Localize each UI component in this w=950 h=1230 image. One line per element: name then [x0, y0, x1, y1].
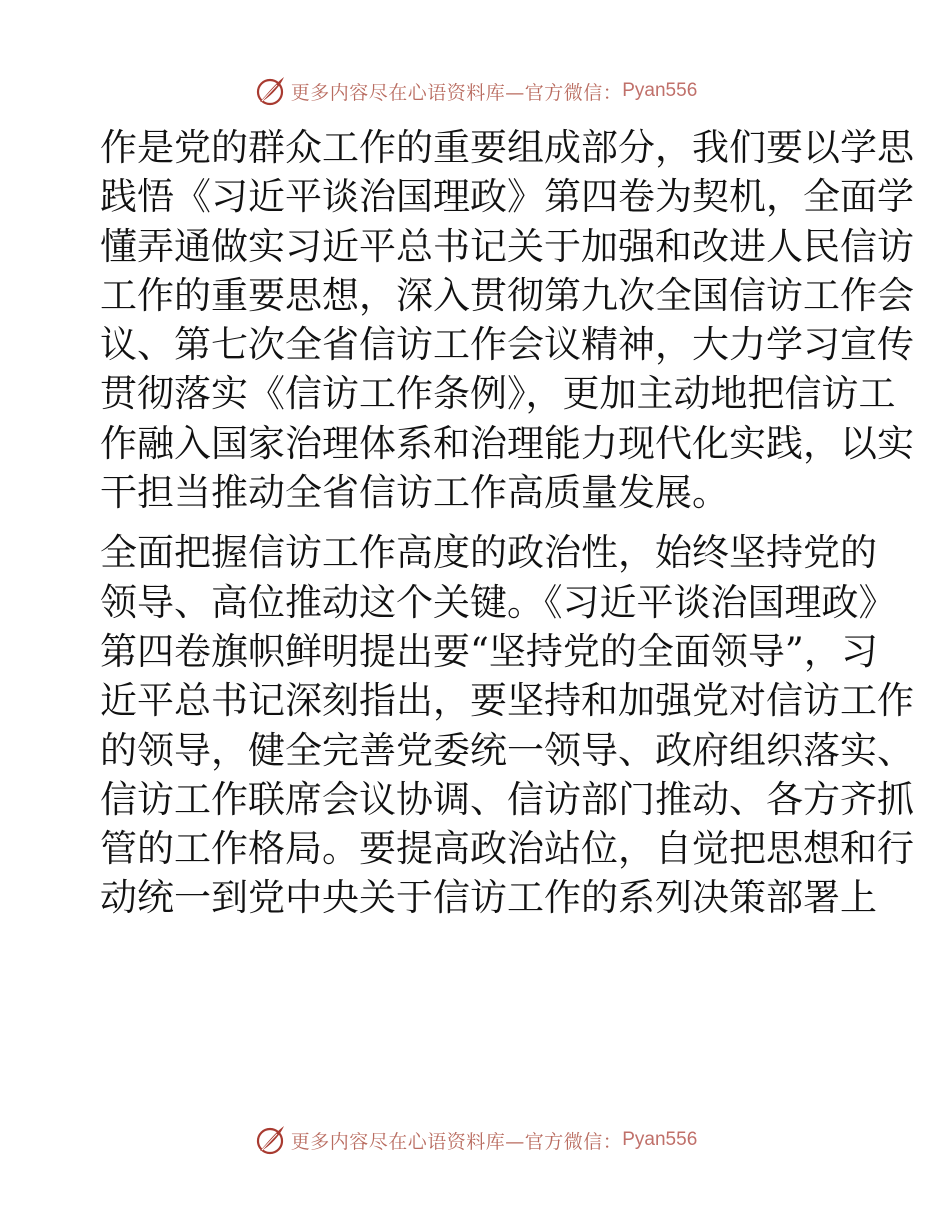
text-line: 懂弄通做实习近平总书记关于加强和改进人民信访 [100, 224, 914, 268]
text-line: 全面把握信访工作高度的政治性，始终坚持党的 [100, 531, 877, 575]
text-line: 践悟《习近平谈治国理政》第四卷为契机，全面学 [100, 175, 914, 219]
feather-logo-icon [253, 1123, 287, 1157]
banner-promo-text: 更多内容尽在心语资料库—官方微信： [290, 1130, 623, 1153]
text-line: 第四卷旗帜鲜明提出要“坚持党的全面领导”，习 [100, 629, 878, 673]
text-line: 工作的重要思想，深入贯彻第九次全国信访工作会 [100, 273, 914, 317]
document-body [100, 123, 914, 923]
text-line: 议、第七次全省信访工作会议精神，大力学习宣传 [100, 323, 914, 367]
header-banner [0, 71, 950, 111]
footer-banner [0, 1120, 950, 1160]
text-line: 的领导，健全完善党委统一领导、政府组织落实、 [100, 728, 914, 772]
banner-wechat-id: Pyan556 [622, 1129, 698, 1150]
text-line: 作融入国家治理体系和治理能力现代化实践，以实 [100, 421, 914, 465]
feather-logo-icon [253, 74, 287, 108]
text-line: 近平总书记深刻指出，要坚持和加强党对信访工作 [100, 679, 914, 723]
paragraph-2 [100, 528, 914, 922]
paragraph-1 [100, 123, 914, 517]
text-line: 贯彻落实《信访工作条例》，更加主动地把信访工 [100, 372, 896, 416]
text-line: 干担当推动全省信访工作高质量发展。 [100, 471, 729, 515]
banner-wechat-id: Pyan556 [622, 80, 698, 101]
text-line: 领导、高位推动这个关键。《习近平谈治国理政》 [100, 580, 896, 624]
text-line: 管的工作格局。要提高政治站位，自觉把思想和行 [100, 827, 914, 871]
banner-promo-text: 更多内容尽在心语资料库—官方微信： [290, 81, 623, 104]
text-line: 动统一到党中央关于信访工作的系列决策部署上 [100, 876, 877, 920]
text-line: 作是党的群众工作的重要组成部分，我们要以学思 [100, 126, 914, 169]
text-line: 信访工作联席会议协调、信访部门推动、各方齐抓 [100, 777, 914, 821]
